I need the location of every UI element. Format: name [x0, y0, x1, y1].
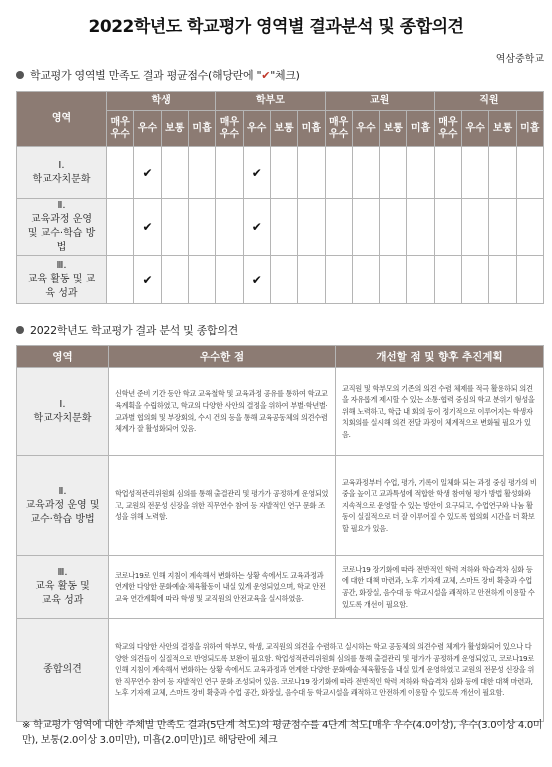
- improvement-text: 코로나19 장기화에 따라 전반적인 학력 저하와 학습격차 심화 등에 대한 대책 마련과, 노후 기자재 교체, 스마트 장비 확충과 수업 공간, 화장실, 음수대 등 학교시설을 쾌적하고 안전하게 이용할 수 있도록 개선이 필요함.: [336, 556, 544, 619]
- analysis-row: [17, 456, 544, 556]
- group-header-parent: 학부모: [216, 92, 325, 111]
- empty-cell: [380, 256, 407, 304]
- area-cell: [17, 256, 107, 304]
- empty-cell: [352, 199, 379, 256]
- empty-cell: [270, 256, 297, 304]
- group-header-teacher: 교원: [325, 92, 434, 111]
- area-roman: Ⅱ.: [58, 485, 67, 497]
- level-header: 매우 우수: [325, 111, 352, 147]
- area-roman: Ⅲ.: [56, 259, 67, 271]
- area-roman: Ⅲ.: [57, 567, 68, 578]
- empty-cell: [107, 256, 134, 304]
- empty-cell: [434, 256, 461, 304]
- check-icon: ✔: [261, 69, 271, 82]
- satisfaction-row: [17, 256, 544, 304]
- check-icon: ✔: [243, 147, 270, 199]
- level-header: 매우 우수: [107, 111, 134, 147]
- empty-cell: [325, 147, 352, 199]
- page-title: 2022학년도 학교평가 영역별 결과분석 및 종합의견: [88, 17, 464, 37]
- analysis-header-improve: 개선할 점 및 향후 추진계획: [336, 346, 544, 368]
- area-cell: [17, 199, 107, 256]
- section1-heading: [16, 67, 300, 83]
- section2-heading-text: 2022학년도 학교평가 결과 분석 및 종합의견: [30, 324, 238, 337]
- improvement-text: 교육과정부터 수업, 평가, 기록이 일체화 되는 과정 중심 평가의 비중을 높이고 교과특성에 적합한 학생 참여형 평가 방법 활성화와 지속적으로 운영할 수 있는 방안이 요구되고, 수업연구와 나눔 활동이 실질적으로 더 잘 이루어질 수 있도록 협의회 시간을 더 확보할 필요가 있음.: [336, 456, 544, 556]
- check-icon: ✔: [134, 256, 161, 304]
- empty-cell: [161, 256, 188, 304]
- area-roman: Ⅱ.: [57, 200, 66, 211]
- section1-heading-prefix: 학교평가 영역별 만족도 결과 평균점수(해당란에 ": [30, 69, 262, 82]
- empty-cell: [352, 256, 379, 304]
- satisfaction-table: [16, 91, 544, 304]
- analysis-row: [17, 556, 544, 619]
- empty-cell: [298, 147, 325, 199]
- analysis-area-cell: [17, 456, 109, 556]
- analysis-area-cell: [17, 556, 109, 619]
- level-header: 보통: [270, 111, 297, 147]
- empty-cell: [380, 199, 407, 256]
- area-name: 학교자치문화: [32, 173, 91, 185]
- empty-cell: [216, 199, 243, 256]
- bullet-icon: [16, 71, 24, 79]
- empty-cell: [270, 147, 297, 199]
- empty-cell: [434, 199, 461, 256]
- empty-cell: [407, 199, 434, 256]
- check-icon: ✔: [243, 256, 270, 304]
- analysis-table: [16, 345, 544, 722]
- empty-cell: [516, 256, 543, 304]
- empty-cell: [462, 147, 489, 199]
- section1-heading-suffix: "체크): [270, 69, 300, 82]
- empty-cell: [489, 147, 516, 199]
- empty-cell: [216, 147, 243, 199]
- empty-cell: [161, 199, 188, 256]
- group-header-staff: 직원: [434, 92, 543, 111]
- level-header: 우수: [134, 111, 161, 147]
- area-header: 영역: [17, 92, 107, 147]
- level-header: 미흡: [298, 111, 325, 147]
- check-icon: ✔: [134, 147, 161, 199]
- footnote: ※ 학교평가 영역에 대한 주체별 만족도 결과(5단계 척도)의 평균점수를 4단계 척도[매우 우수(4.0이상), 우수(3.0이상 4.0미만), 보통(2.0이상 3.0미만), 미흡(2.0미만)]로 해당란에 체크: [22, 720, 543, 746]
- improvement-text: 교직원 및 학부모의 기존의 의견 수렴 체제를 적극 활용하되 의견을 자유롭게 제시할 수 있는 소통·협력 중심의 학교 분위기 형성을 위해 노력하고, 학급 내 회의 등이 정기적으로 이루어지는 학생자치회의를 실시해 의견 전달 과정이 체계적으로 변화될 필요가 있음.: [336, 368, 544, 456]
- empty-cell: [380, 147, 407, 199]
- level-header: 우수: [352, 111, 379, 147]
- empty-cell: [325, 199, 352, 256]
- empty-cell: [407, 147, 434, 199]
- area-name: 교육 활동 및 교육 성과: [35, 581, 90, 606]
- empty-cell: [298, 199, 325, 256]
- check-icon: ✔: [134, 199, 161, 256]
- satisfaction-row: [17, 147, 544, 199]
- empty-cell: [107, 147, 134, 199]
- area-name: 교육과정 운영 및 교수·학습 방법: [25, 499, 100, 525]
- level-header: 우수: [243, 111, 270, 147]
- area-name: 교육 활동 및 교육 성과: [27, 273, 96, 299]
- level-header: 매우 우수: [434, 111, 461, 147]
- analysis-row: [17, 368, 544, 456]
- check-icon: ✔: [243, 199, 270, 256]
- summary-label: 종합의견: [17, 619, 109, 722]
- section2-heading: [16, 322, 238, 338]
- area-cell: [17, 147, 107, 199]
- empty-cell: [161, 147, 188, 199]
- empty-cell: [216, 256, 243, 304]
- satisfaction-row: [17, 199, 544, 256]
- level-header: 미흡: [188, 111, 215, 147]
- summary-row: [17, 619, 544, 722]
- empty-cell: [270, 199, 297, 256]
- empty-cell: [516, 147, 543, 199]
- good-points-text: 코로나19로 인해 지침이 계속해서 변화하는 상황 속에서도 교육과정과 연계한 다양한 문화예술·체육활동이 내실 있게 운영되었으며, 학교 안전교육 연간계획에 따라 학생 및 교직원의 안전교육을 실시하였음.: [109, 556, 336, 619]
- empty-cell: [462, 256, 489, 304]
- level-header: 보통: [489, 111, 516, 147]
- level-header: 미흡: [407, 111, 434, 147]
- area-name: 교육과정 운영 및 교수·학습 방법: [27, 214, 96, 253]
- summary-text: 학교의 다양한 사안의 결정을 위하여 학부모, 학생, 교직원의 의견을 수렴하고 실시하는 학교 공동체의 의견수렴 체계가 활성화되어 있으나 다양한 의견들이 실질적으로 반영되도록 보완이 필요함. 학업성적관리위원회 심의를 통해 출결관리 및 평가가 공정하게 운영되었고, 코로나19로 인해 지침이 계속해서 변화하는 상황 속에서도 교육과정과 연계한 다양한 문화예술·체육활동을 내실 있게 운영하였고 교원의 전문성 신장을 위한 직무연수 참여 등 자발적인 연구 문화 조성되어 있음. 코로나19 장기화에 따라 전반적인 학력 저하와 학습격차 심화 등에 대한 대책 마련과, 노후 기자재 교체, 스마트 장비 확충과 수업 공간, 화장실, 음수대 등 학교시설을 쾌적하고 안전하게 이용할 수 있도록 개선이 필요함.: [109, 619, 544, 722]
- good-points-text: 신학년 준비 기간 동안 학교 교육철학 및 교육과정 공유를 통하여 학교교육계획을 수립하였고, 학교의 다양한 사안의 결정을 위하여 부별·학년별·교과별 협의회 및 부장회의, 수시 건의 등을 통해 교육공동체의 의견수렴 체계가 잘 활성화되어 있음.: [109, 368, 336, 456]
- level-header: 미흡: [516, 111, 543, 147]
- school-name: 역삼중학교: [495, 54, 544, 65]
- level-header: 보통: [161, 111, 188, 147]
- level-header: 보통: [380, 111, 407, 147]
- level-header: 우수: [462, 111, 489, 147]
- empty-cell: [434, 147, 461, 199]
- empty-cell: [188, 147, 215, 199]
- empty-cell: [188, 256, 215, 304]
- area-roman: Ⅰ.: [59, 398, 66, 410]
- analysis-header-area: 영역: [17, 346, 109, 368]
- empty-cell: [352, 147, 379, 199]
- empty-cell: [489, 199, 516, 256]
- empty-cell: [407, 256, 434, 304]
- empty-cell: [489, 256, 516, 304]
- good-points-text: 학업성적관리위원회 심의를 통해 출결관리 및 평가가 공정하게 운영되었고, 교원의 전문성 신장을 위한 직무연수 참여 등 자발적인 연구 문화 조성을 위해 노력함.: [109, 456, 336, 556]
- empty-cell: [516, 199, 543, 256]
- group-header-student: 학생: [107, 92, 216, 111]
- analysis-area-cell: [17, 368, 109, 456]
- empty-cell: [325, 256, 352, 304]
- bullet-icon: [16, 326, 24, 334]
- level-header: 매우 우수: [216, 111, 243, 147]
- empty-cell: [107, 199, 134, 256]
- empty-cell: [188, 199, 215, 256]
- area-name: 학교자치문화: [33, 412, 92, 424]
- area-roman: Ⅰ.: [58, 159, 65, 171]
- empty-cell: [462, 199, 489, 256]
- empty-cell: [298, 256, 325, 304]
- analysis-header-good: 우수한 점: [109, 346, 336, 368]
